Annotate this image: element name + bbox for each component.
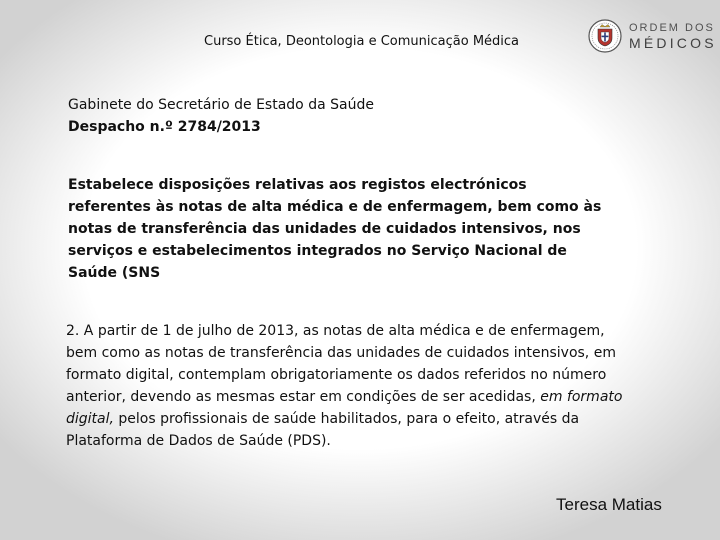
crest-icon xyxy=(588,19,622,53)
course-title: Curso Ética, Deontologia e Comunicação Médica xyxy=(204,34,520,49)
ordem-dos-medicos-logo xyxy=(588,19,717,53)
article-text-part-2: pelos profissionais de saúde habilitados, para o efeito, através da Plataforma de Dados de Saúde (PDS). xyxy=(66,411,580,449)
issuing-office: Gabinete do Secretário de Estado da Saúde xyxy=(68,97,374,113)
dispatch-number: Despacho n.º 2784/2013 xyxy=(68,119,261,135)
logo-wordmark xyxy=(629,23,717,50)
author-name: Teresa Matias xyxy=(556,495,662,514)
dispatch-summary: Estabelece disposições relativas aos registos electrónicos referentes às notas de alta médica e de enfermagem, bem como às notas de transferência das unidades de cuidados intensivos, nos serviços e estabelecimentos integrados no Serviço Nacional de Saúde (SNS xyxy=(68,177,602,281)
article-emphasis: em formato digital, xyxy=(66,389,623,427)
logo-line-1: ORDEM DOS xyxy=(629,21,715,34)
article-paragraph xyxy=(66,320,626,452)
article-text-part-1: 2. A partir de 1 de julho de 2013, as notas de alta médica e de enfermagem, bem como as notas de transferência das unidades de cuidados intensivos, em formato digital, contemplam obrigatoriamente os dados referidos no número anterior, devendo as mesmas estar em condições de ser acedidas, xyxy=(66,323,616,405)
logo-line-2: MÉDICOS xyxy=(629,34,717,51)
